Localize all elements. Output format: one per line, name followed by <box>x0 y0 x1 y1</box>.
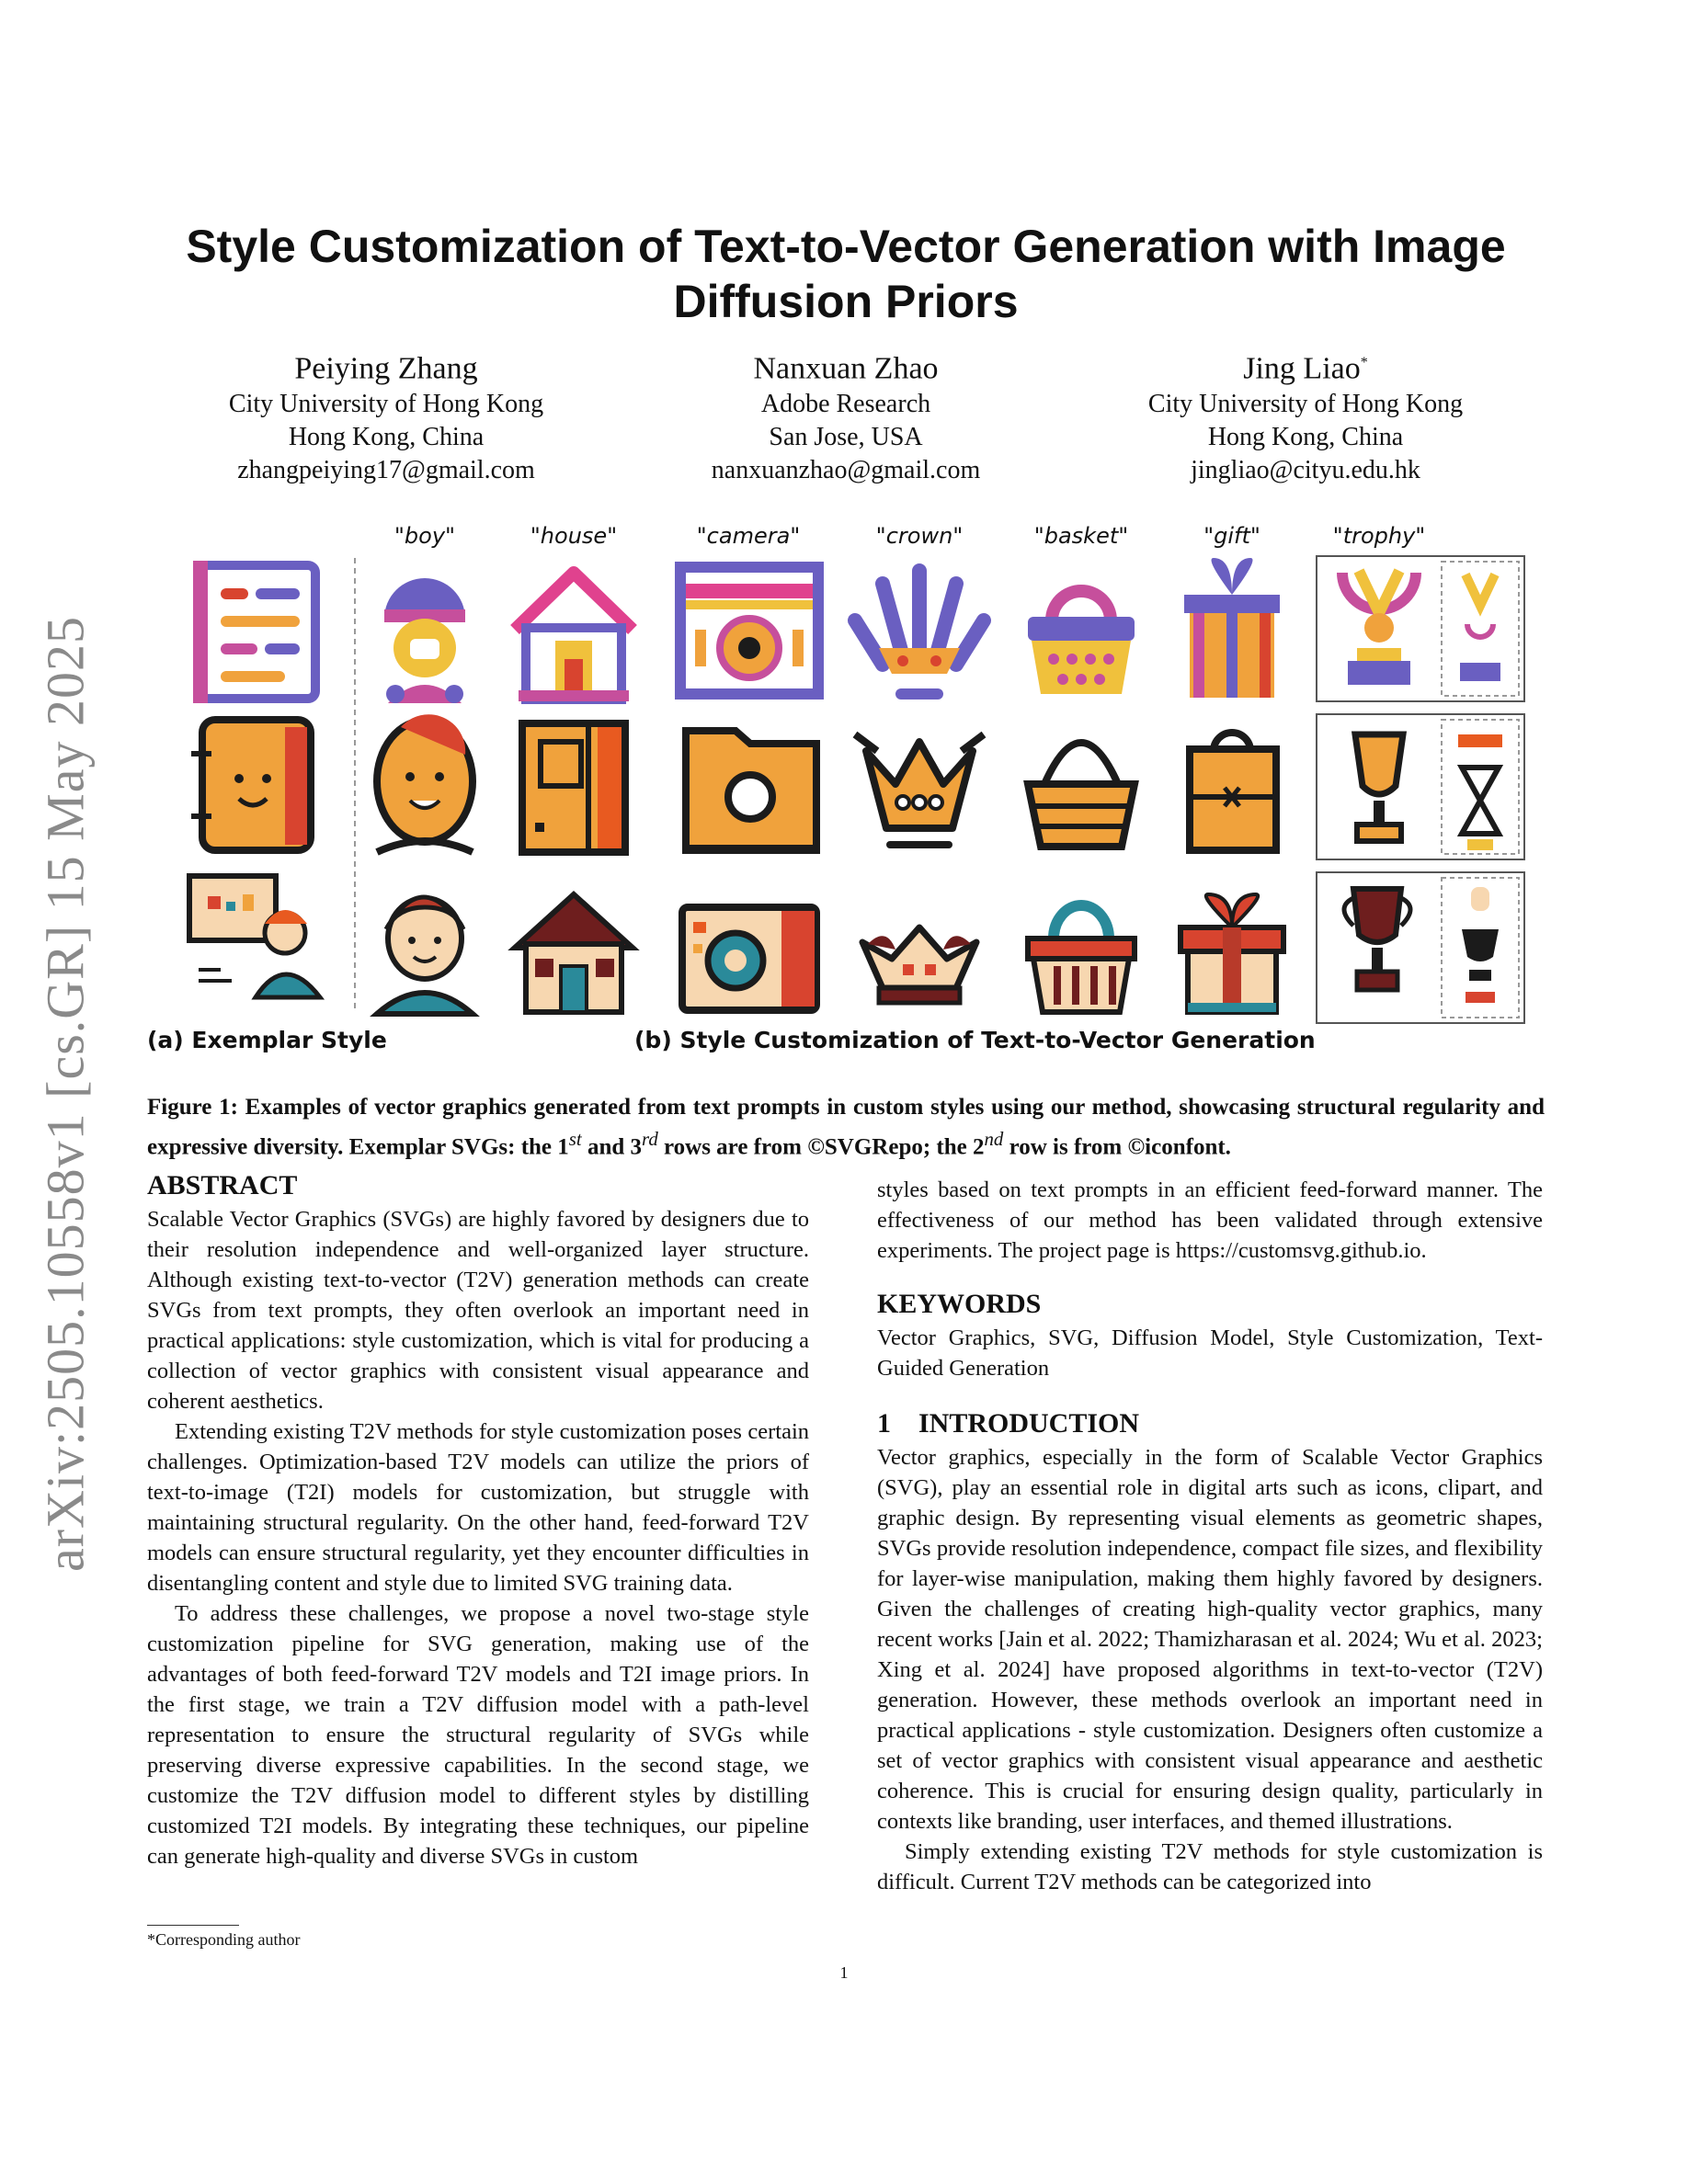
figure-caption: Figure 1: Examples of vector graphics generated from text prompts in custom styles using our method, showcasing structural regularity and expressive diversity. Exemplar SVGs: the 1st and 3rd rows are from ©SVGRepo; the 2nd row is from ©iconfont. <box>147 1095 1545 1160</box>
trophy-panel-row2 <box>1317 714 1524 859</box>
author-affiliation: City University of Hong Kong <box>228 390 544 419</box>
arxiv-sidebar <box>24 588 107 1599</box>
label-style-customization: (b) Style Customization of Text-to-Vector Generation <box>634 1027 1316 1053</box>
prompt-basket: "basket" <box>1033 523 1129 549</box>
right-column <box>877 1175 1543 1897</box>
prompt-boy: "boy" <box>393 523 456 549</box>
prompt-crown: "crown" <box>875 523 964 549</box>
abstract-p1: Scalable Vector Graphics (SVGs) are highly favored by designers due to their resolution independence and well-organized layer structure. Although existing text-to-vector (T2V) generation methods can create SVGs from text prompts, they often overlook an important need in practical applications: style customization, which is vital for producing a collection of vector graphics with consistent visual appearance and coherent aesthetics. <box>147 1207 809 1414</box>
basket-icon-outline <box>1028 743 1135 847</box>
house-icon-brown <box>515 894 633 1012</box>
prompt-trophy: "trophy" <box>1332 523 1426 549</box>
intro-p2: Simply extending existing T2V methods for style customization is difficult. Current T2V methods can be categorized into <box>877 1839 1543 1894</box>
author-email: zhangpeiying17@gmail.com <box>237 456 535 485</box>
house-icon-flat <box>515 573 633 701</box>
prompt-gift: "gift" <box>1203 523 1260 549</box>
author-2 <box>607 344 1085 487</box>
boy-icon-outline <box>377 714 473 852</box>
abstract-p2: Extending existing T2V methods for style customization poses certain challenges. Optimization-based T2V models can utilize the priors of text-to-image (T2I) models for customization, but struggle with maintaining structural regularity. On the other hand, feed-forward T2V models can ensure structural regularity, yet they encounter difficulties in disentangling content and style due to limited SVG training data. <box>147 1419 809 1596</box>
author-affiliation: Adobe Research <box>760 390 931 419</box>
keywords-text: Vector Graphics, SVG, Diffusion Model, Style Customization, Text-Guided Generation <box>877 1325 1543 1381</box>
crown-icon-brown <box>862 927 976 1003</box>
abstract-p3: To address these challenges, we propose a novel two-stage style customization pipeline for SVG generation, making use of the advantages of both feed-forward T2V models and T2I image priors. In the first stage, we train a T2V diffusion model with a path-level representation to ensure the structural regularity of SVGs while preserving diverse expressive capabilities. In the second stage, we customize the T2V diffusion model to different styles by distilling customized T2I models. By integrating these techniques, our pipeline can generate high-quality and diverse SVGs in custom <box>147 1601 809 1869</box>
trophy-panel-row3 <box>1317 872 1524 1023</box>
author-name: Nanxuan Zhao <box>753 351 939 386</box>
footnote: *Corresponding author <box>147 1930 301 1949</box>
author-location: Hong Kong, China <box>288 423 485 452</box>
bag-icon-outline <box>1190 733 1276 850</box>
prompt-house: "house" <box>530 523 618 549</box>
author-name: Peiying Zhang <box>294 351 478 386</box>
left-column <box>147 1167 809 1871</box>
footnote-rule <box>147 1925 239 1926</box>
page-number: 1 <box>839 1963 849 1982</box>
author-3 <box>1066 344 1545 487</box>
figure-1 <box>147 510 1545 1080</box>
exemplar-row3-speech-icon <box>189 876 320 997</box>
author-email: jingliao@cityu.edu.hk <box>1191 456 1420 485</box>
arxiv-id: arXiv:2505.10558v1 [cs.GR] 15 May 2025 <box>35 615 96 1573</box>
intro-heading: 1 INTRODUCTION <box>877 1408 1140 1439</box>
folder-camera-icon-outline <box>686 731 816 854</box>
exemplar-row2-notebook-icon <box>191 720 311 850</box>
trophy-panel-row1 <box>1317 556 1524 701</box>
abstract-heading: ABSTRACT <box>147 1170 298 1200</box>
author-location: San Jose, USA <box>769 423 923 452</box>
author-email: nanxuanzhao@gmail.com <box>711 456 981 485</box>
author-1 <box>147 344 625 487</box>
paper-title: Style Customization of Text-to-Vector Generation with Image Diffusion Priors <box>186 221 1506 327</box>
corresponding-mark: * <box>1360 355 1368 370</box>
crown-icon-outline <box>855 734 984 848</box>
boy-icon-flat <box>384 578 465 703</box>
prompt-camera: "camera" <box>696 523 801 549</box>
keywords-heading: KEYWORDS <box>877 1289 1042 1319</box>
basket-icon-flat <box>1028 591 1135 694</box>
gift-icon-flat <box>1184 558 1280 698</box>
author-name: Jing Liao <box>1243 351 1361 386</box>
gift-icon-brown <box>1180 894 1283 1012</box>
exemplar-row1-list-icon <box>193 561 315 703</box>
author-block <box>147 344 1545 491</box>
camera-icon-brown <box>682 907 816 1010</box>
author-affiliation: City University of Hong Kong <box>1147 390 1464 419</box>
basket-icon-brown <box>1028 905 1135 1012</box>
boy-icon-brown <box>377 897 473 1014</box>
author-location: Hong Kong, China <box>1207 423 1404 452</box>
abstract-p4: styles based on text prompts in an efficient feed-forward manner. The effectiveness of our method has been validated through extensive experiments. The project page is https://customsvg.github.io. <box>877 1177 1543 1263</box>
camera-icon-flat <box>680 567 818 694</box>
intro-p1: Vector graphics, especially in the form of Scalable Vector Graphics (SVG), play an essential role in digital arts such as icons, clipart, and graphic design. By representing visual elements as geometric shapes, SVGs provide resolution independence, compact file sizes, and flexibility for layer-wise manipulation, making them highly favored by designers. Given the challenges of creating high-quality vector graphics, many recent works [Jain et al. 2022; Thamizharasan et al. 2024; Wu et al. 2023; Xing et al. 2024] have proposed algorithms in text-to-vector (T2V) generation. However, these methods overlook an important need in practical applications - style customization. Designers often customize a set of vector graphics with consistent visual appearance and aesthetic coherence. This is crucial for ensuring design quality, particularly in contexts like branding, user interfaces, and themed illustrations. <box>877 1445 1543 1834</box>
label-exemplar-style: (a) Exemplar Style <box>147 1027 387 1053</box>
door-icon-outline <box>522 723 625 852</box>
crown-icon-flat <box>855 571 984 700</box>
